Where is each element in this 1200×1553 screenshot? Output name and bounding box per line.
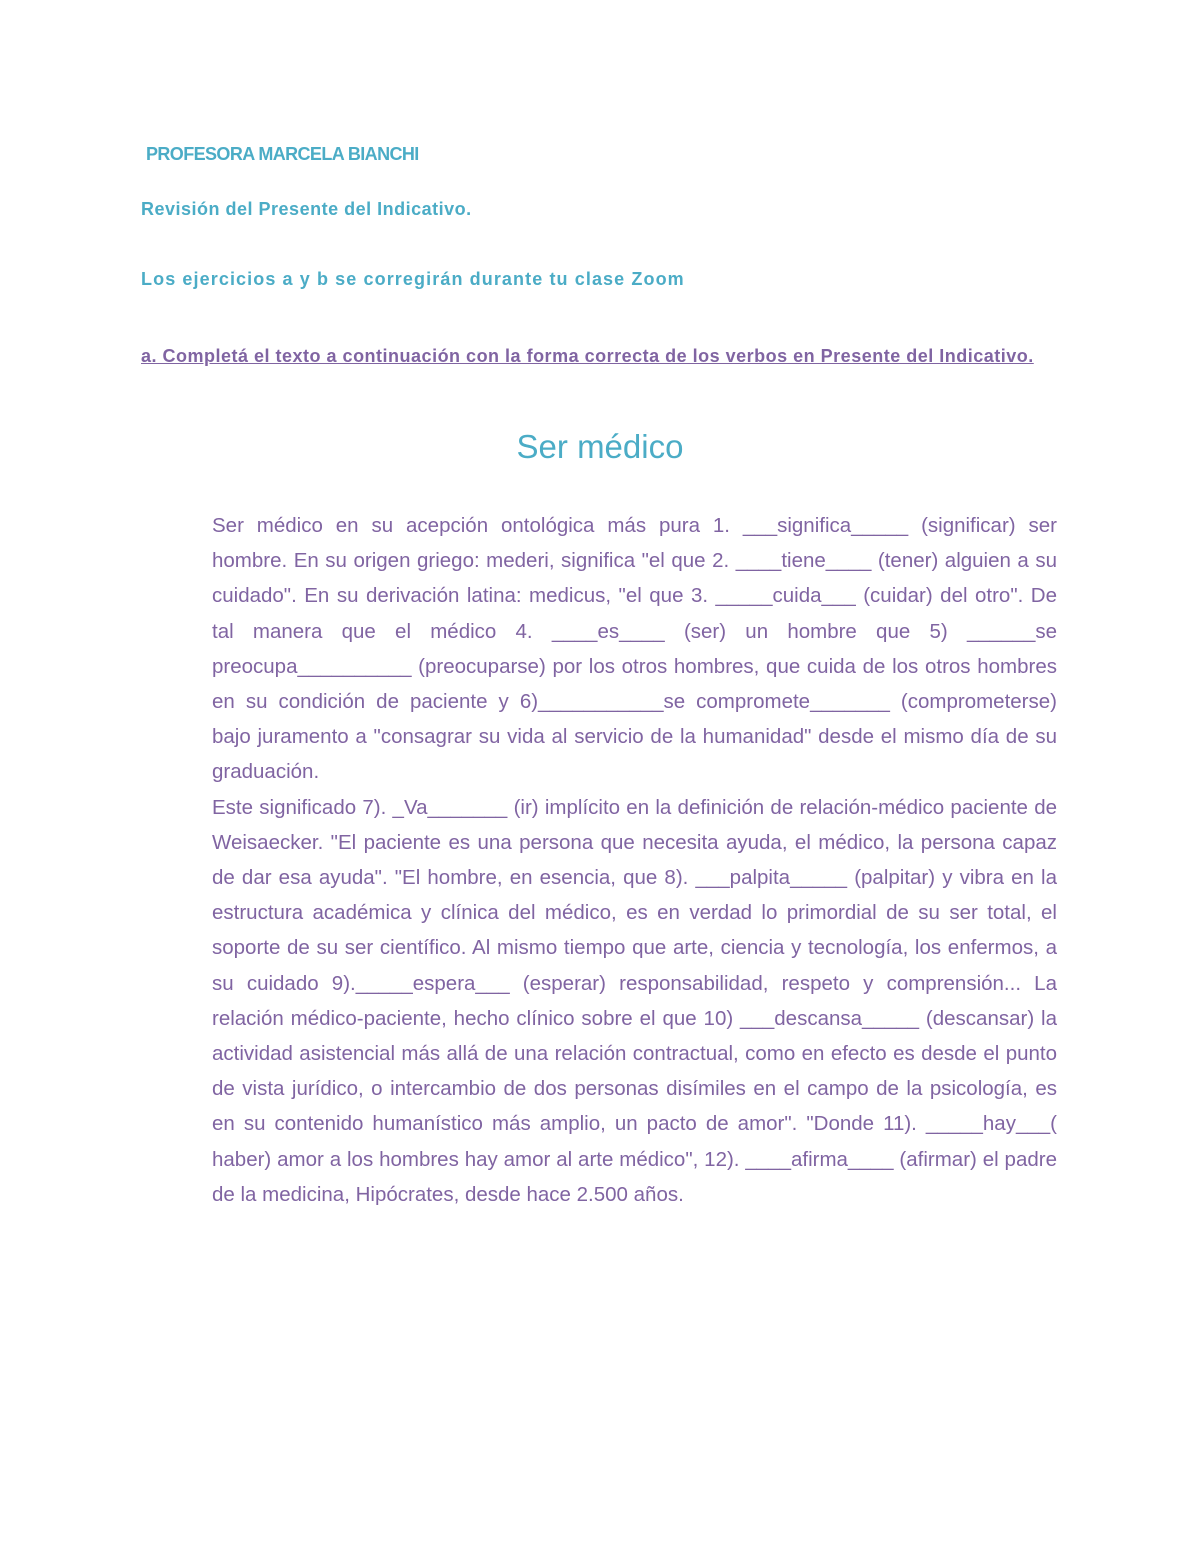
review-title: Revisión del Presente del Indicativo. bbox=[141, 199, 472, 219]
article-paragraph-2: Este significado 7). _Va_______ (ir) implícito en la definición de relación-médico paciente de Weisaecker. "El paciente es una persona que necesita ayuda, el médico, la persona capaz de dar esa ayuda". "El hombre, en esencia, que 8). ___palpita_____ (palpitar) y vibra en la estructura académica y clínica del médico, es en verdad lo primordial de su ser total, el soporte de su ser científico. Al mismo tiempo que arte, ciencia y tecnología, los enfermos, a su cuidado 9)._____espera___ (esperar) responsabilidad, respeto y comprensión... La relación médico-paciente, hecho clínico sobre el que 10) ___descansa_____ (descansar) la actividad asistencial más allá de una relación contractual, como en efecto es desde el punto de vista jurídico, o intercambio de dos personas disímiles en el campo de la psicología, es en su contenido humanístico más amplio, un pacto de amor". "Donde 11). _____hay___( haber) amor a los hombres hay amor al arte médico", 12). ____afirma____ (afirmar) el padre de la medicina, Hipócrates, desde hace 2.500 años. bbox=[212, 795, 1057, 1206]
exercise-a-instruction: a. Completá el texto a continuación con la forma correcta de los verbos en Presente del Indicativo. bbox=[141, 346, 1034, 366]
zoom-note: Los ejercicios a y b se corregirán durante tu clase Zoom bbox=[141, 269, 685, 289]
article-paragraph-1: Ser médico en su acepción ontológica más pura 1. ___significa_____ (significar) ser hombre. En su origen griego: mederi, significa "el que 2. ____tiene____ (tener) alguien a su cuidado". En su derivación latina: medicus, "el que 3. _____cuida___ (cuidar) del otro". De tal manera que el médico 4. ____es____ (ser) un hombre que 5) ______se preocupa__________ (preocuparse) por los otros hombres, que cuida de los otros hombres en su condición de paciente y 6)___________se compromete_______ (comprometerse) bajo juramento a "consagrar su vida al servicio de la humanidad" desde el mismo día de su graduación. bbox=[212, 514, 1057, 784]
teacher-name: PROFESORA MARCELA BIANCHI bbox=[146, 144, 419, 164]
article-body bbox=[212, 508, 1057, 1212]
article-title: Ser médico bbox=[516, 428, 684, 465]
